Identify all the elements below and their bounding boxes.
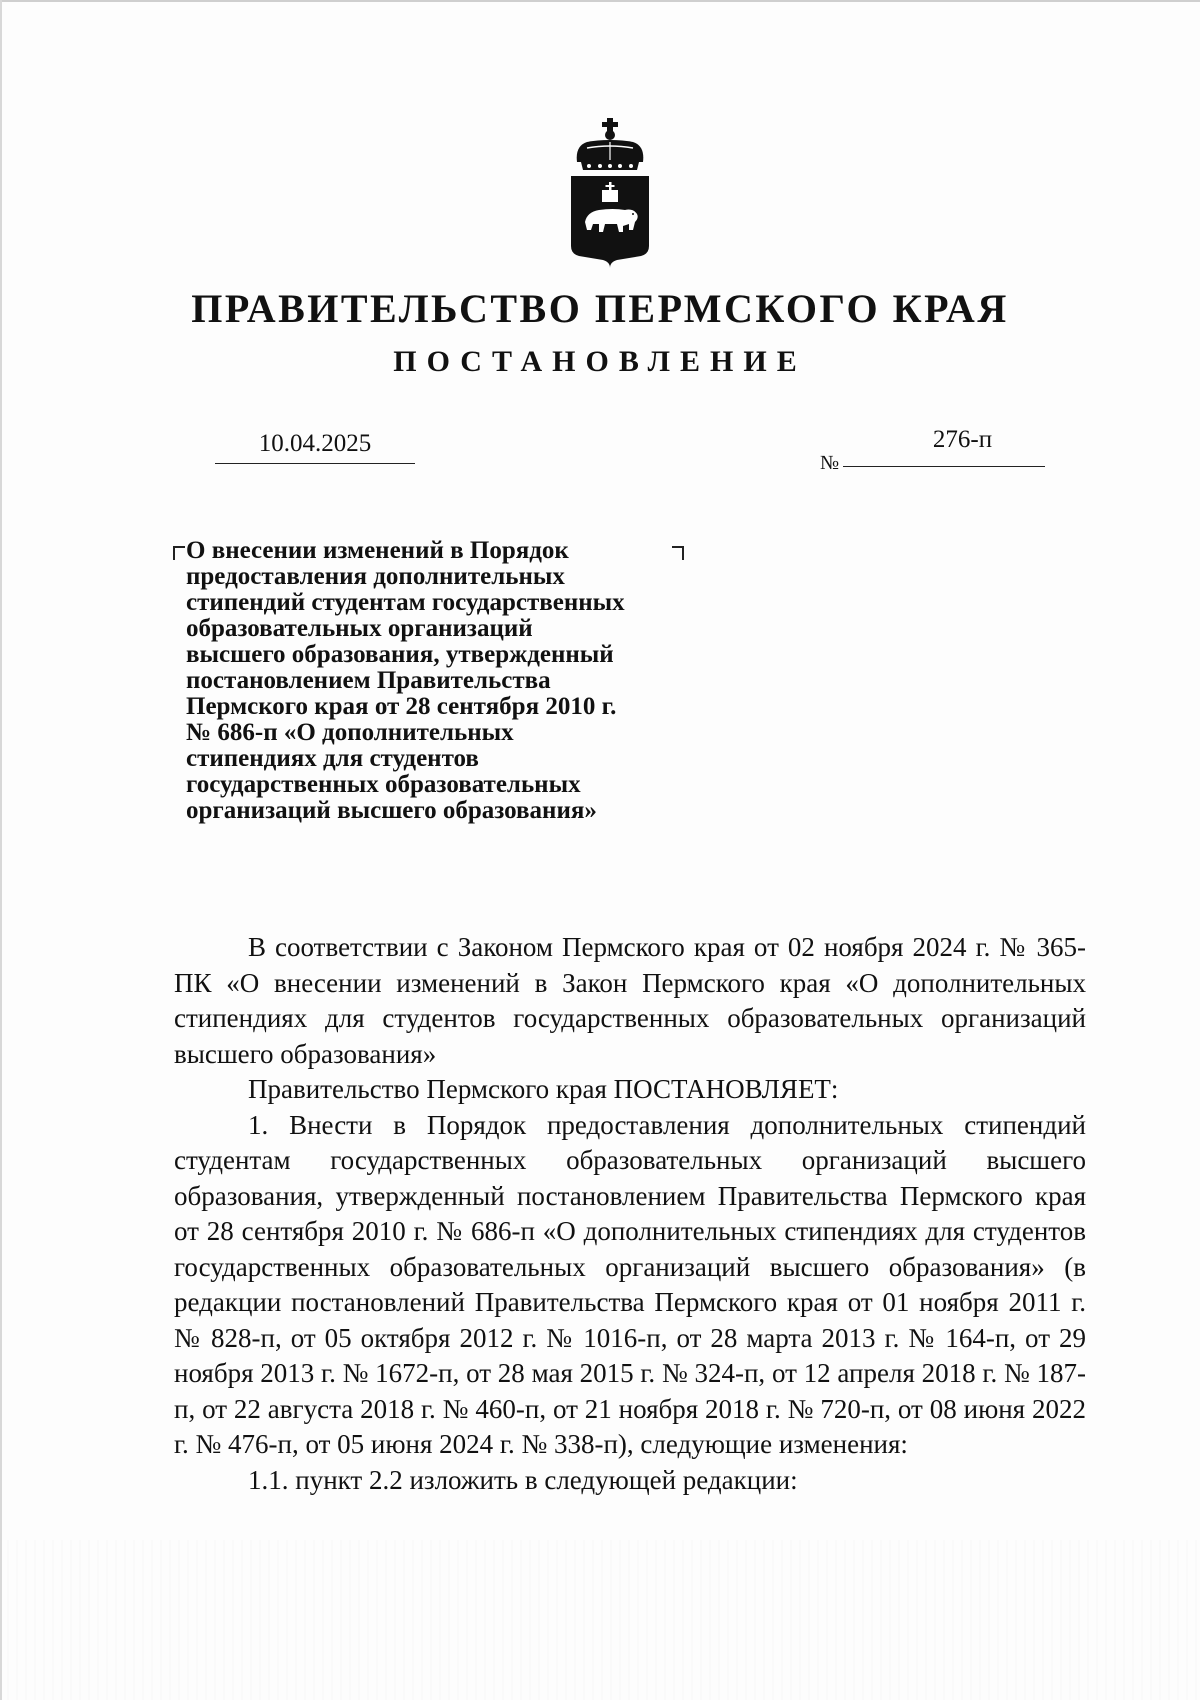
subject-line: постановлением Правительства	[186, 667, 551, 694]
page-edge	[0, 0, 2, 1700]
date-underline	[215, 462, 415, 464]
subject-line: предоставления дополнительных	[186, 563, 565, 590]
body-paragraph-item-1-1: 1.1. пункт 2.2 изложить в следующей редакции:	[248, 1464, 798, 1495]
subject-line: организаций высшего образования»	[186, 797, 597, 824]
document-date: 10.04.2025	[258, 430, 372, 457]
subject-line: О внесении изменений в Порядок	[186, 537, 569, 564]
body-paragraph-resolves: Правительство Пермского края ПОСТАНОВЛЯЕТ:	[248, 1074, 839, 1104]
body-paragraph-item-1: 1. Внести в Порядок предоставления дополнительных стипендий студентам государственных образовательных организаций высшего образования, утвержденный постановлением Правительства Пермского края от 28 сентября 2010 г. № 686-п «О дополнительных стипендиях для студентов государственных образовательных организаций высшего образования» (в редакции постановлений Правительства Пермского края от 01 ноября 2011 г. № 828-п, от 05 октября 2012 г. № 1016-п, от 28 марта 2013 г. № 164-п, от 29 ноября 2013 г. № 1672-п, от 28 мая 2015 г. № 324-п, от 12 апреля 2018 г. № 187-п, от 22 августа 2018 г. № 460-п, от 21 ноября 2018 г. № 720-п, от 08 июня 2022 г. № 476-п, от 05 июня 2024 г. № 338-п), следующие изменения:	[174, 1109, 1086, 1459]
number-underline	[843, 466, 1045, 467]
document-subject	[186, 538, 706, 824]
number-sign: №	[820, 452, 840, 474]
subject-line: стипендий студентам государственных	[186, 589, 625, 616]
scan-texture	[0, 1540, 1200, 1700]
subject-bracket-left	[173, 546, 185, 560]
date-field	[215, 430, 415, 464]
subject-line: образовательных организаций	[186, 615, 533, 642]
subject-line: стипендиях для студентов	[186, 745, 479, 772]
page-edge	[0, 0, 1200, 2]
document-number: 276-п	[932, 426, 993, 453]
subject-line: высшего образования, утвержденный	[186, 641, 614, 668]
perm-krai-coat-of-arms-icon	[567, 118, 653, 268]
subject-line: № 686-п «О дополнительных	[186, 719, 514, 746]
subject-line: государственных образовательных	[186, 771, 581, 798]
body-paragraph-preamble: В соответствии с Законом Пермского края от 02 ноября 2024 г. № 365-ПК «О внесении изменений в Закон Пермского края «О дополнительных стипендиях для студентов государственных образовательных организаций высшего образования»	[174, 932, 1086, 1069]
document-body	[174, 930, 1086, 1498]
government-name: ПРАВИТЕЛЬСТВО ПЕРМСКОГО КРАЯ	[191, 286, 1009, 331]
subject-line: Пермского края от 28 сентября 2010 г.	[186, 693, 617, 720]
document-type: ПОСТАНОВЛЕНИЕ	[393, 345, 807, 378]
